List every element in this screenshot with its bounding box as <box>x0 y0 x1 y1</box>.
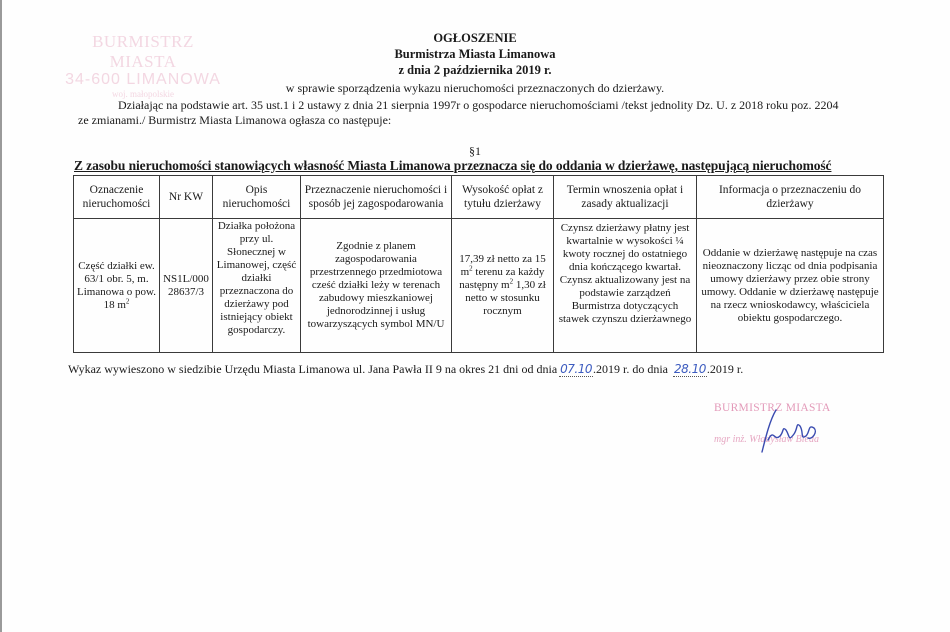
stamp-title: BURMISTRZ MIASTA <box>714 402 831 414</box>
section-heading: Z zasobu nieruchomości stanowiących własność Miasta Limanowa przeznacza się do oddania w dzierżawę, następującą nieruchomość <box>74 158 832 173</box>
document-title: OGŁOSZENIE <box>433 31 517 45</box>
col-header-przeznaczenie: Przeznaczenie nieruchomości i sposób jej zagospodarowania <box>301 176 452 219</box>
posting-notice: Wykaz wywieszono w siedzibie Urzędu Miasta Limanowa ul. Jana Pawła II 9 na okres 21 dni od dnia 07.10.2019 r. do dnia 28.10.2019 r. <box>68 362 744 376</box>
cell-nr-kw: NS1L/000 28637/3 <box>160 219 213 353</box>
col-header-informacja: Informacja o przeznaczeniu do dzierżawy <box>697 176 884 219</box>
cell-termin: Czynsz dzierżawy płatny jest kwartalnie w wysokości ¼ kwoty rocznej do ostatniego dnia kończącego kwartał. Czynsz aktualizowany jest na podstawie zarządzeń Burmistrza dotyczących stawek czynszu dzierżawnego <box>554 219 697 353</box>
cell-wysokosc-oplat: 17,39 zł netto za 15 $m^2$ terenu za każdy następny $m^2$ 1,30 zł netto w stosunku rocznym <box>452 219 554 353</box>
col-header-termin: Termin wnoszenia opłat i zasady aktualizacji <box>554 176 697 219</box>
section-mark: §1 <box>469 144 481 158</box>
handwritten-date-to: 28.10 <box>674 362 706 376</box>
property-table <box>73 175 884 353</box>
handwritten-signature-icon <box>752 406 832 456</box>
handwritten-date-from: 07.10 <box>560 362 592 376</box>
cell-przeznaczenie: Zgodnie z planem zagospodarowania przestrzennego przedmiotowa cześć działki leży w terenach zabudowy mieszkaniowej jednorodzinnej i usług towarzyszących symbol MN/U <box>301 219 452 353</box>
cell-opis: Działka położona przy ul. Słonecznej w Limanowej, część działki przeznaczona do dzierżawy pod istniejący obiekt gospodarczy. <box>213 219 301 353</box>
document-issuer: Burmistrza Miasta Limanowa <box>394 47 556 61</box>
cell-informacja: Oddanie w dzierżawę następuje na czas nieoznaczony licząc od dnia podpisania umowy dzierżawy przez obie strony umowy. Oddanie w dzierżawę następuje na rzecz wnioskodawcy, właściciela obiektu gospodarczego. <box>697 219 884 353</box>
col-header-nr-kw: Nr KW <box>160 176 213 219</box>
document-date: z dnia 2 października 2019 r. <box>398 63 552 77</box>
intro-paragraph <box>78 98 878 127</box>
col-header-oznaczenie: Oznaczenie nieruchomości <box>74 176 160 219</box>
mayor-signature-stamp <box>712 400 852 460</box>
faint-stamp-line3: woj. małopolskie <box>112 89 174 100</box>
table-header-row <box>74 176 884 219</box>
intro-line-2: ze zmianami./ Burmistrz Miasta Limanowa ogłasza co następuje: <box>78 112 392 127</box>
document-subject: w sprawie sporządzenia wykazu nieruchomości przeznaczonych do dzierżawy. <box>285 81 665 95</box>
col-header-wysokosc-oplat: Wysokość opłat z tytułu dzierżawy <box>452 176 554 219</box>
faint-stamp-line2: 34-600 LIMANOWA <box>65 71 221 89</box>
cell-oznaczenie: Część działki ew. 63/1 obr. 5, m. Limanowa o pow. 18 $m^2$ <box>74 219 160 353</box>
col-header-opis: Opis nieruchomości <box>213 176 301 219</box>
document-header <box>0 30 950 78</box>
intro-line-1: Działając na podstawie art. 35 ust.1 i 2 ustawy z dnia 21 sierpnia 1997r o gospodarce nieruchomościami /tekst jednolity Dz. U. z 2018 roku poz. 2204 <box>118 98 839 112</box>
faint-stamp-line1: BURMISTRZ MIASTA <box>92 32 194 71</box>
stamp-name: mgr inż. Władysław Bieda <box>714 434 819 445</box>
table-row <box>74 219 884 353</box>
